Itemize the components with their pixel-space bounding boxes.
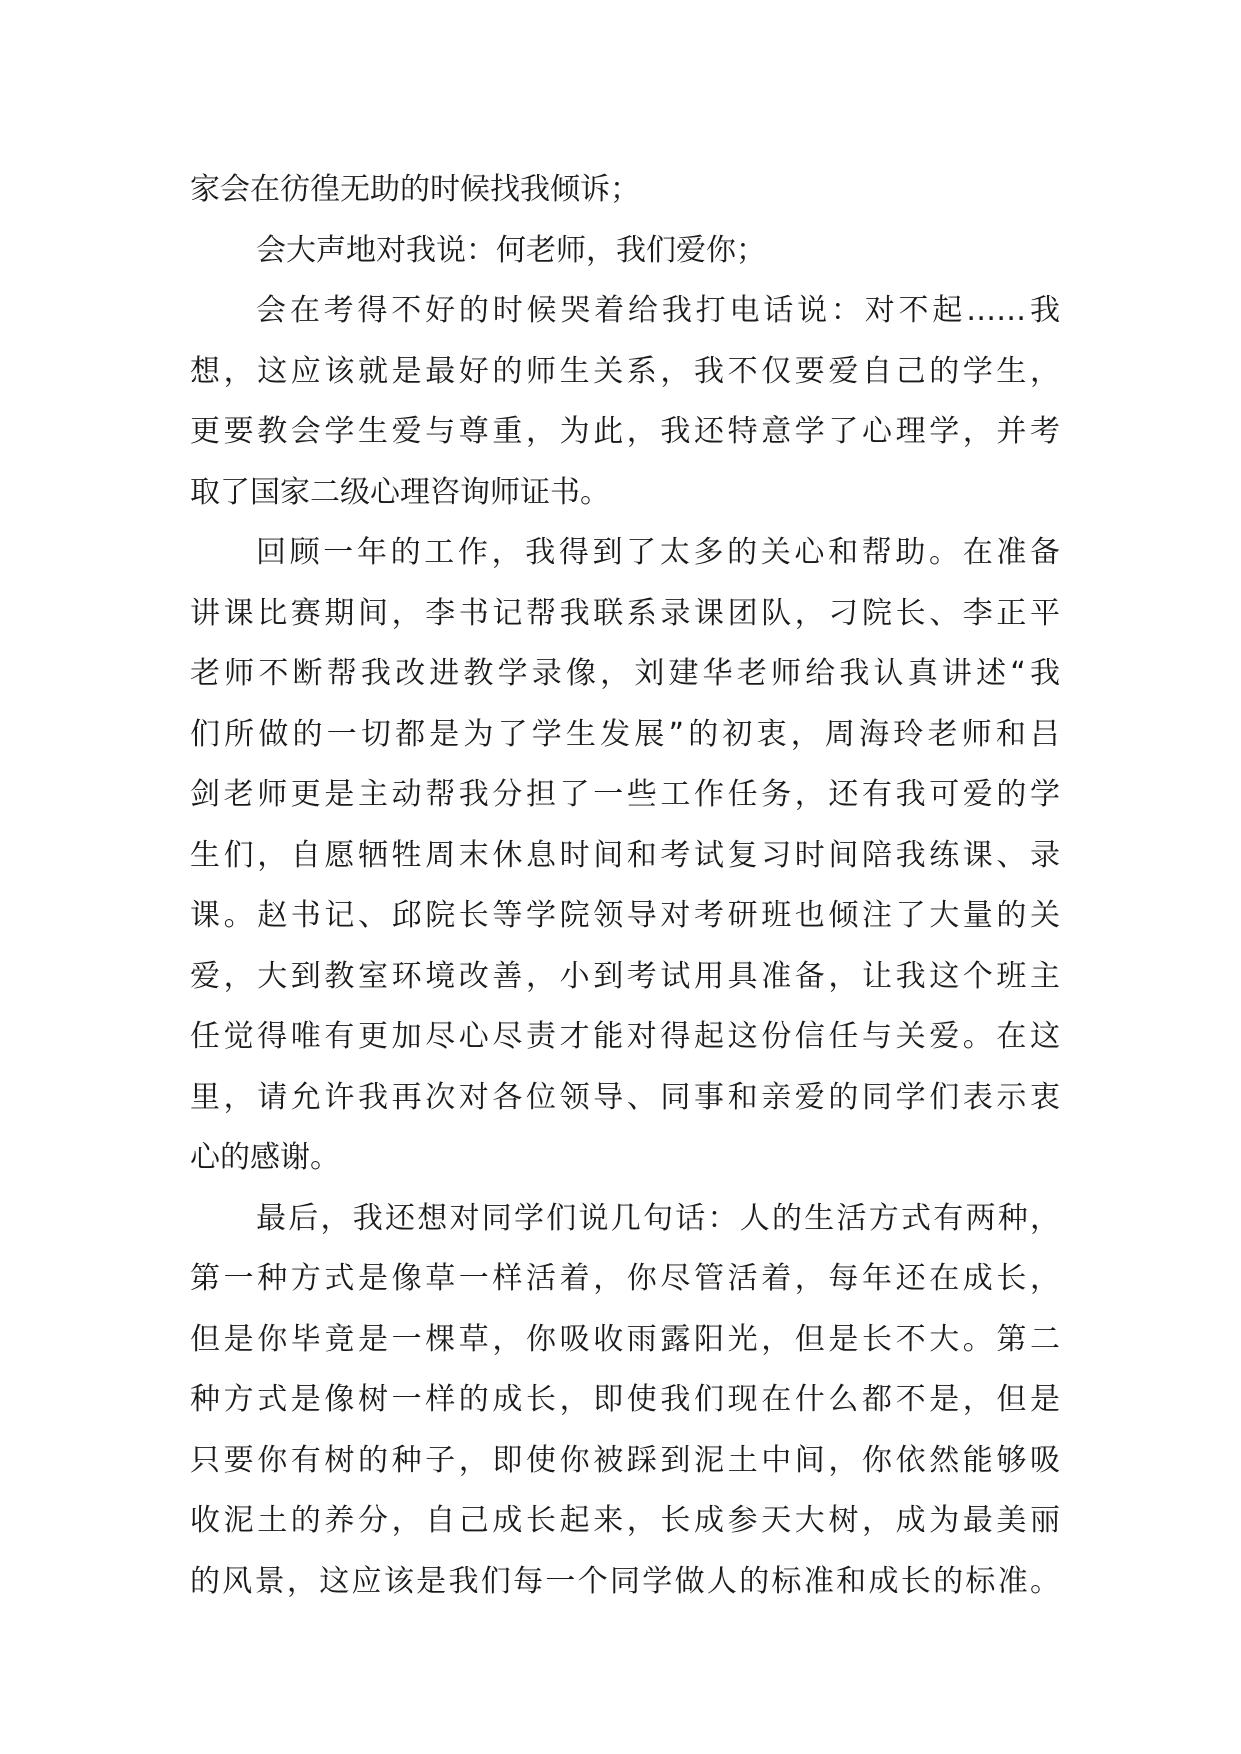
text-line: 们所做的一切都是为了学生发展”的初衷，周海玲老师和吕	[190, 716, 1060, 752]
text-line: 剑老师更是主动帮我分担了一些工作任务，还有我可爱的学	[190, 777, 1060, 812]
text-line: 想，这应该就是最好的师生关系，我不仅要爱自己的学生，	[190, 353, 1060, 389]
text-line: 第一种方式是像草一样活着，你尽管活着，每年还在成长，	[190, 1261, 1060, 1296]
text-line: 更要教会学生爱与尊重，为此，我还特意学了心理学，并考	[190, 414, 1060, 449]
text-line: 收泥土的养分，自己成长起来，长成参天大树，成为最美丽	[190, 1503, 1060, 1538]
text-line: 心的感谢。	[190, 1140, 340, 1175]
text-line: 取了国家二级心理咨询师证书。	[190, 474, 610, 510]
text-line: 但是你毕竟是一棵草，你吸收雨露阳光，但是长不大。第二	[190, 1321, 1060, 1357]
text-line: 种方式是像树一样的成长，即使我们现在什么都不是，但是	[190, 1382, 1060, 1417]
text-line: 任觉得唯有更加尽心尽责才能对得起这份信任与关爱。在这	[190, 1019, 1060, 1054]
text-line: 课。赵书记、邱院长等学院领导对考研班也倾注了大量的关	[190, 898, 1060, 933]
text-line: 最后，我还想对同学们说几句话：人的生活方式有两种，	[256, 1200, 1060, 1236]
text-line: 爱，大到教室环境改善，小到考试用具准备，让我这个班主	[190, 958, 1060, 994]
text-line: 会大声地对我说：何老师，我们爱你；	[256, 232, 766, 268]
text-line: 回顾一年的工作，我得到了太多的关心和帮助。在准备	[256, 535, 1060, 570]
document-body	[190, 160, 1060, 1612]
text-line: 生们，自愿牺牲周末休息时间和考试复习时间陪我练课、录	[190, 837, 1060, 873]
text-line: 只要你有树的种子，即使你被踩到泥土中间，你依然能够吸	[190, 1442, 1060, 1478]
text-line: 讲课比赛期间，李书记帮我联系录课团队，刁院长、李正平	[190, 595, 1060, 631]
text-line: 家会在彷徨无助的时候找我倾诉；	[190, 172, 640, 207]
text-line: 老师不断帮我改进教学录像，刘建华老师给我认真讲述“我	[190, 656, 1060, 691]
text-line: 里，请允许我再次对各位领导、同事和亲爱的同学们表示衷	[190, 1079, 1060, 1115]
text-line: 会在考得不好的时候哭着给我打电话说：对不起……我	[256, 293, 1060, 328]
text-line: 的风景，这应该是我们每一个同学做人的标准和成长的标准。	[190, 1563, 1060, 1599]
